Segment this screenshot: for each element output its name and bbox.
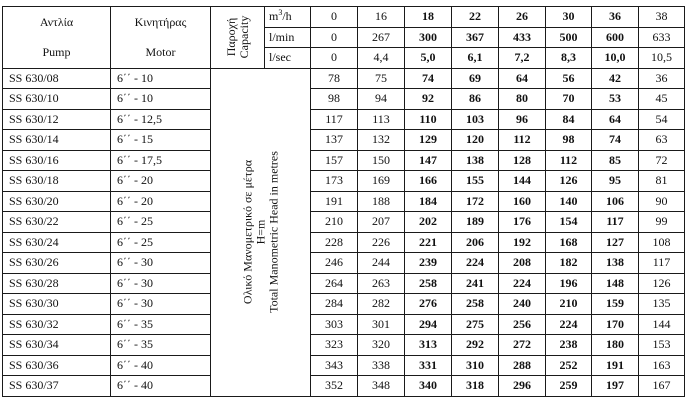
- motor-cell: 6΄΄ - 30: [111, 253, 211, 274]
- head-value-cell: 112: [499, 130, 546, 151]
- pump-model-cell: SS 630/16: [3, 150, 111, 171]
- head-value-cell: 117: [311, 109, 358, 130]
- head-value-cell: 207: [358, 212, 405, 233]
- head-value-cell: 117: [639, 253, 685, 274]
- table-row: [3, 109, 685, 130]
- pump-header-en: Pump: [42, 45, 71, 60]
- table-row: [3, 150, 685, 171]
- head-value-cell: 252: [546, 355, 592, 376]
- head-label-gr: Ολικό Μανομετρικό σε μέτρα: [240, 159, 254, 305]
- head-value-cell: 241: [452, 273, 499, 294]
- table-row: [3, 314, 685, 335]
- head-value-cell: 258: [405, 273, 452, 294]
- head-value-cell: 210: [546, 294, 592, 315]
- head-value-cell: 272: [499, 335, 546, 356]
- capacity-header-en: Capacity: [236, 15, 251, 59]
- flow-value-cell: 26: [499, 7, 546, 28]
- flow-value-cell: 5,0: [405, 48, 452, 69]
- head-value-cell: 182: [546, 253, 592, 274]
- motor-cell: 6΄΄ - 20: [111, 191, 211, 212]
- unit-m3h: $m^3/h$: [265, 7, 311, 28]
- head-label-en: Total Manometric Head in metres: [266, 151, 280, 313]
- motor-cell: 6΄΄ - 15: [111, 130, 211, 151]
- pump-model-cell: SS 630/36: [3, 355, 111, 376]
- head-value-cell: 256: [499, 314, 546, 335]
- head-value-cell: 94: [358, 89, 405, 110]
- head-label-cell: [211, 68, 311, 396]
- head-value-cell: 159: [592, 294, 639, 315]
- table-row: [3, 253, 685, 274]
- head-value-cell: 264: [311, 273, 358, 294]
- flow-value-cell: 18: [405, 7, 452, 28]
- head-value-cell: 189: [452, 212, 499, 233]
- head-value-cell: 90: [639, 191, 685, 212]
- head-value-cell: 78: [311, 68, 358, 89]
- head-value-cell: 64: [592, 109, 639, 130]
- head-value-cell: 288: [499, 355, 546, 376]
- flow-value-cell: 367: [452, 27, 499, 48]
- flow-value-cell: 30: [546, 7, 592, 28]
- head-value-cell: 148: [592, 273, 639, 294]
- head-value-cell: 246: [311, 253, 358, 274]
- head-value-cell: 84: [546, 109, 592, 130]
- head-value-cell: 128: [499, 150, 546, 171]
- head-value-cell: 69: [452, 68, 499, 89]
- head-value-cell: 343: [311, 355, 358, 376]
- head-value-cell: 313: [405, 335, 452, 356]
- head-value-cell: 228: [311, 232, 358, 253]
- head-value-cell: 340: [405, 376, 452, 397]
- table-row: [3, 355, 685, 376]
- motor-cell: 6΄΄ - 10: [111, 89, 211, 110]
- head-value-cell: 352: [311, 376, 358, 397]
- head-value-cell: 153: [639, 335, 685, 356]
- head-value-cell: 191: [311, 191, 358, 212]
- flow-value-cell: 600: [592, 27, 639, 48]
- head-value-cell: 323: [311, 335, 358, 356]
- head-value-cell: 239: [405, 253, 452, 274]
- head-value-cell: 169: [358, 171, 405, 192]
- head-value-cell: 81: [639, 171, 685, 192]
- head-value-cell: 184: [405, 191, 452, 212]
- head-value-cell: 155: [452, 171, 499, 192]
- head-value-cell: 208: [499, 253, 546, 274]
- head-label-eq: H=m: [253, 219, 267, 245]
- pump-header-gr: Αντλία: [39, 15, 74, 30]
- head-value-cell: 108: [639, 232, 685, 253]
- motor-cell: 6΄΄ - 30: [111, 294, 211, 315]
- head-value-cell: 275: [452, 314, 499, 335]
- head-value-cell: 154: [546, 212, 592, 233]
- pump-model-cell: SS 630/26: [3, 253, 111, 274]
- head-value-cell: 72: [639, 150, 685, 171]
- head-value-cell: 202: [405, 212, 452, 233]
- head-value-cell: 85: [592, 150, 639, 171]
- flow-value-cell: 10,5: [639, 48, 685, 69]
- head-value-cell: 310: [452, 355, 499, 376]
- head-value-cell: 126: [639, 273, 685, 294]
- flow-value-cell: 36: [592, 7, 639, 28]
- head-value-cell: 221: [405, 232, 452, 253]
- table-row: [3, 212, 685, 233]
- pump-model-cell: SS 630/20: [3, 191, 111, 212]
- head-value-cell: 103: [452, 109, 499, 130]
- head-value-cell: 224: [452, 253, 499, 274]
- pump-performance-table: [2, 6, 685, 397]
- head-value-cell: 150: [358, 150, 405, 171]
- flow-value-cell: 4,4: [358, 48, 405, 69]
- head-value-cell: 45: [639, 89, 685, 110]
- motor-cell: 6΄΄ - 40: [111, 355, 211, 376]
- motor-cell: 6΄΄ - 12,5: [111, 109, 211, 130]
- head-value-cell: 80: [499, 89, 546, 110]
- pump-model-cell: SS 630/18: [3, 171, 111, 192]
- head-value-cell: 63: [639, 130, 685, 151]
- head-value-cell: 74: [592, 130, 639, 151]
- head-value-cell: 120: [452, 130, 499, 151]
- head-value-cell: 96: [499, 109, 546, 130]
- head-value-cell: 95: [592, 171, 639, 192]
- head-value-cell: 147: [405, 150, 452, 171]
- header-row-m3h: [3, 7, 685, 28]
- table-row: [3, 191, 685, 212]
- capacity-header-gr: Παροχή: [223, 17, 238, 57]
- head-value-cell: 167: [639, 376, 685, 397]
- pump-model-cell: SS 630/32: [3, 314, 111, 335]
- head-value-cell: 258: [452, 294, 499, 315]
- head-value-cell: 144: [639, 314, 685, 335]
- pump-model-cell: SS 630/37: [3, 376, 111, 397]
- pump-model-cell: SS 630/10: [3, 89, 111, 110]
- head-value-cell: 42: [592, 68, 639, 89]
- head-value-cell: 224: [499, 273, 546, 294]
- pump-model-cell: SS 630/34: [3, 335, 111, 356]
- head-value-cell: 191: [592, 355, 639, 376]
- flow-value-cell: 500: [546, 27, 592, 48]
- pump-model-cell: SS 630/24: [3, 232, 111, 253]
- head-value-cell: 132: [358, 130, 405, 151]
- head-value-cell: 117: [592, 212, 639, 233]
- motor-cell: 6΄΄ - 17,5: [111, 150, 211, 171]
- head-value-cell: 129: [405, 130, 452, 151]
- motor-cell: 6΄΄ - 30: [111, 273, 211, 294]
- flow-value-cell: 6,1: [452, 48, 499, 69]
- head-value-cell: 53: [592, 89, 639, 110]
- head-value-cell: 284: [311, 294, 358, 315]
- pump-model-cell: SS 630/30: [3, 294, 111, 315]
- head-value-cell: 276: [405, 294, 452, 315]
- head-value-cell: 303: [311, 314, 358, 335]
- table-row: [3, 273, 685, 294]
- unit-lsec: l/sec: [265, 48, 311, 69]
- head-value-cell: 163: [639, 355, 685, 376]
- head-value-cell: 54: [639, 109, 685, 130]
- head-value-cell: 301: [358, 314, 405, 335]
- head-value-cell: 282: [358, 294, 405, 315]
- head-value-cell: 224: [546, 314, 592, 335]
- table-row: [3, 232, 685, 253]
- flow-value-cell: 16: [358, 7, 405, 28]
- head-value-cell: 292: [452, 335, 499, 356]
- head-value-cell: 138: [592, 253, 639, 274]
- motor-cell: 6΄΄ - 10: [111, 68, 211, 89]
- head-value-cell: 176: [499, 212, 546, 233]
- pump-header-cell: [3, 7, 111, 69]
- flow-value-cell: 0: [311, 48, 358, 69]
- unit-lmin: l/min: [265, 27, 311, 48]
- table-row: [3, 376, 685, 397]
- flow-value-cell: 22: [452, 7, 499, 28]
- head-value-cell: 172: [452, 191, 499, 212]
- head-value-cell: 140: [546, 191, 592, 212]
- head-value-cell: 188: [358, 191, 405, 212]
- motor-cell: 6΄΄ - 35: [111, 314, 211, 335]
- head-value-cell: 166: [405, 171, 452, 192]
- head-value-cell: 210: [311, 212, 358, 233]
- head-value-cell: 197: [592, 376, 639, 397]
- head-value-cell: 263: [358, 273, 405, 294]
- head-value-cell: 244: [358, 253, 405, 274]
- capacity-header-cell: [211, 7, 265, 69]
- head-value-cell: 160: [499, 191, 546, 212]
- head-value-cell: 196: [546, 273, 592, 294]
- head-value-cell: 70: [546, 89, 592, 110]
- head-value-cell: 180: [592, 335, 639, 356]
- head-value-cell: 138: [452, 150, 499, 171]
- pump-model-cell: SS 630/22: [3, 212, 111, 233]
- motor-cell: 6΄΄ - 25: [111, 232, 211, 253]
- flow-value-cell: 433: [499, 27, 546, 48]
- head-value-cell: 86: [452, 89, 499, 110]
- head-value-cell: 98: [311, 89, 358, 110]
- head-value-cell: 168: [546, 232, 592, 253]
- table-row: [3, 89, 685, 110]
- head-value-cell: 318: [452, 376, 499, 397]
- motor-header-cell: [111, 7, 211, 69]
- head-value-cell: 338: [358, 355, 405, 376]
- head-value-cell: 92: [405, 89, 452, 110]
- motor-cell: 6΄΄ - 20: [111, 171, 211, 192]
- table-row: [3, 335, 685, 356]
- head-value-cell: 56: [546, 68, 592, 89]
- head-value-cell: 98: [546, 130, 592, 151]
- head-value-cell: 113: [358, 109, 405, 130]
- table-row: [3, 130, 685, 151]
- pump-model-cell: SS 630/14: [3, 130, 111, 151]
- head-value-cell: 64: [499, 68, 546, 89]
- flow-value-cell: 8,3: [546, 48, 592, 69]
- head-value-cell: 238: [546, 335, 592, 356]
- head-value-cell: 320: [358, 335, 405, 356]
- head-value-cell: 36: [639, 68, 685, 89]
- pump-model-cell: SS 630/12: [3, 109, 111, 130]
- flow-value-cell: 7,2: [499, 48, 546, 69]
- head-value-cell: 112: [546, 150, 592, 171]
- head-value-cell: 206: [452, 232, 499, 253]
- head-value-cell: 226: [358, 232, 405, 253]
- pump-model-cell: SS 630/08: [3, 68, 111, 89]
- head-value-cell: 170: [592, 314, 639, 335]
- flow-value-cell: 10,0: [592, 48, 639, 69]
- head-value-cell: 259: [546, 376, 592, 397]
- flow-value-cell: 633: [639, 27, 685, 48]
- motor-cell: 6΄΄ - 35: [111, 335, 211, 356]
- head-value-cell: 127: [592, 232, 639, 253]
- pump-model-cell: SS 630/28: [3, 273, 111, 294]
- table-row: [3, 171, 685, 192]
- flow-value-cell: 38: [639, 7, 685, 28]
- flow-value-cell: 267: [358, 27, 405, 48]
- head-value-cell: 294: [405, 314, 452, 335]
- head-value-cell: 192: [499, 232, 546, 253]
- head-value-cell: 144: [499, 171, 546, 192]
- flow-value-cell: 300: [405, 27, 452, 48]
- head-value-cell: 110: [405, 109, 452, 130]
- head-value-cell: 296: [499, 376, 546, 397]
- head-value-cell: 106: [592, 191, 639, 212]
- head-value-cell: 99: [639, 212, 685, 233]
- head-value-cell: 331: [405, 355, 452, 376]
- motor-header-en: Motor: [145, 45, 176, 60]
- table-row: [3, 294, 685, 315]
- head-value-cell: 137: [311, 130, 358, 151]
- flow-value-cell: 0: [311, 7, 358, 28]
- head-value-cell: 348: [358, 376, 405, 397]
- head-value-cell: 240: [499, 294, 546, 315]
- table-row: [3, 68, 685, 89]
- head-value-cell: 75: [358, 68, 405, 89]
- motor-header-gr: Κινητήρας: [134, 15, 187, 30]
- motor-cell: 6΄΄ - 40: [111, 376, 211, 397]
- motor-cell: 6΄΄ - 25: [111, 212, 211, 233]
- flow-value-cell: 0: [311, 27, 358, 48]
- head-value-cell: 135: [639, 294, 685, 315]
- head-value-cell: 157: [311, 150, 358, 171]
- head-value-cell: 173: [311, 171, 358, 192]
- head-value-cell: 74: [405, 68, 452, 89]
- head-value-cell: 126: [546, 171, 592, 192]
